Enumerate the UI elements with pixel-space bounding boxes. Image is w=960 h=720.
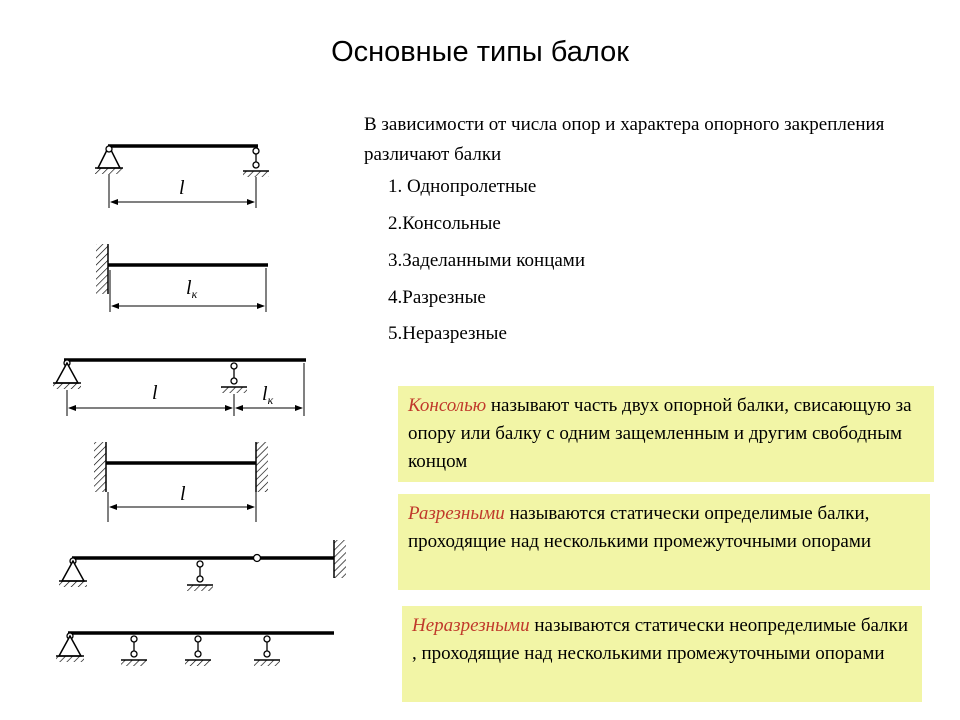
roller-support-icon [185,636,211,666]
list-item-simple: 1. Однопролетные [388,176,537,197]
overhang-beam-figure [53,360,306,416]
definition-text: называются статически определимые балки, проходящие над несколькими промежуточными опорами [408,503,872,552]
split-beam-figure [59,540,346,591]
definition-box-continuous [402,606,922,702]
span-length-label: l [179,177,185,199]
roller-support-icon [254,636,280,666]
simple-beam-figure [95,146,269,208]
span-length-label: l [180,483,186,505]
pin-support-icon [56,633,84,662]
list-item-continuous: 5.Неразрезные [388,323,507,344]
pin-support-icon [53,360,81,389]
beam-diagrams [0,0,380,720]
list-item-fixed-ends: 3.Заделанными концами [388,250,585,271]
definition-text: называются статически неопределимые балки , проходящие над несколькими промежуточными опорами [412,615,909,664]
intro-text: В зависимости от числа опор и характера опорного закрепления различают балки [364,114,885,165]
definition-text: называют часть двух опорной балки, свисающую за опору или балку с одним защемленным и другим свободным концом [408,395,912,472]
overhang-length-label: $l_к$ [262,383,274,407]
continuous-beam-figure [56,633,334,666]
span-length-label: l [152,382,158,404]
list-item-cantilever: 2.Консольные [388,213,501,234]
list-item-split: 4.Разрезные [388,287,486,308]
definition-term: Разрезными [408,503,505,524]
pin-support-icon [59,558,87,587]
roller-support-icon [187,561,213,591]
definition-term: Неразрезными [412,615,530,636]
definition-box-split [398,494,930,590]
roller-support-icon [121,636,147,666]
pin-support-icon [95,146,123,174]
definition-box-cantilever [398,386,934,482]
roller-support-icon [221,363,247,393]
cantilever-length-label: $l_к$ [186,277,198,301]
roller-support-icon [243,148,269,177]
definition-term: Консолью [408,395,487,416]
page-title: Основные типы балок [331,36,629,68]
fixed-ends-beam-figure [94,442,268,522]
hinge-icon [254,555,261,562]
cantilever-beam-figure [96,244,268,312]
